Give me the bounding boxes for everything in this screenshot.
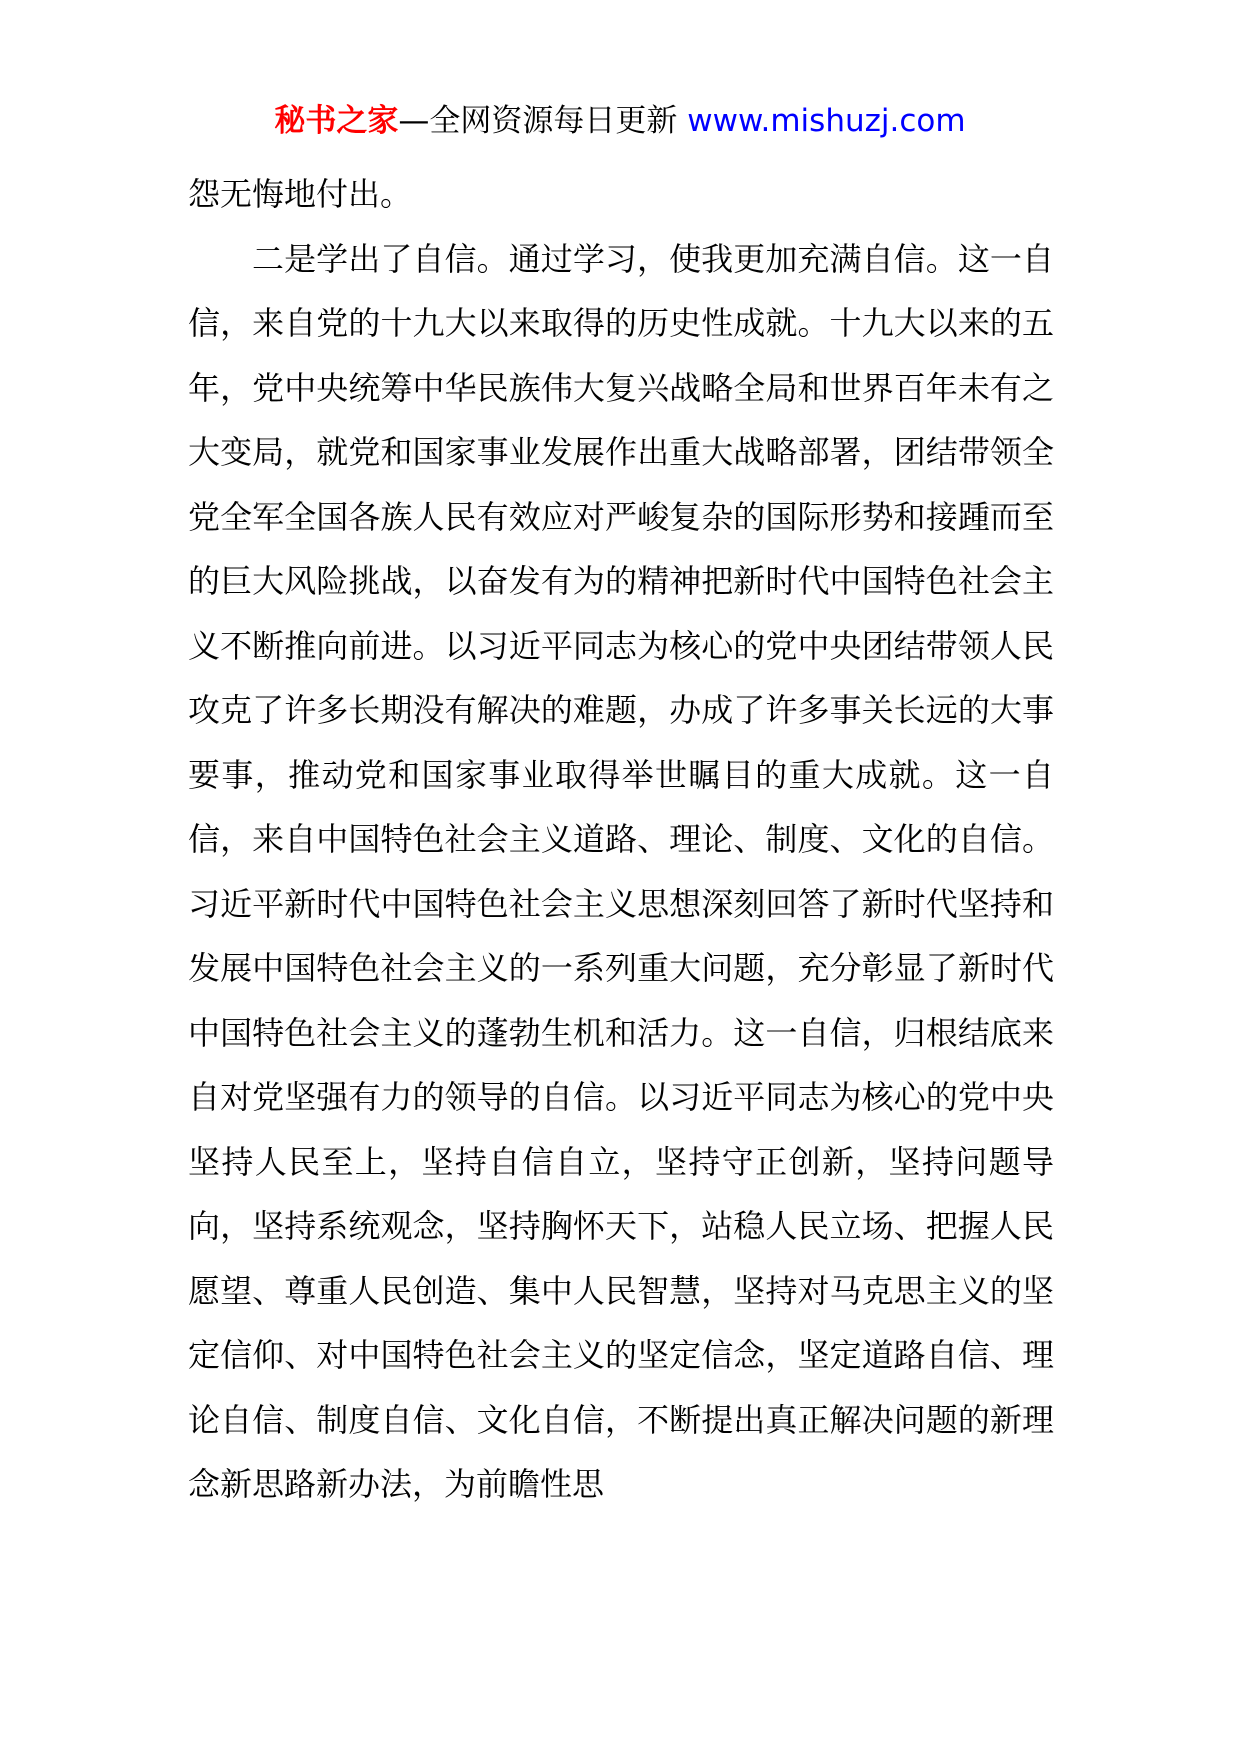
header-slogan: —全网资源每日更新 xyxy=(398,103,688,139)
page-header xyxy=(0,96,1240,146)
continuation-line: 怨无悔地付出。 xyxy=(188,175,413,213)
header-site-link[interactable]: www.mishuzj.com xyxy=(687,103,966,139)
header-brand: 秘书之家 xyxy=(274,103,399,139)
document-body xyxy=(188,162,1054,1517)
body-paragraph: 二是学出了自信。通过学习，使我更加充满自信。这一自信，来自党的十九大以来取得的历史性成就。十九大以来的五年，党中央统筹中华民族伟大复兴战略全局和世界百年未有之大变局，就党和国家事业发展作出重大战略部署，团结带领全党全军全国各族人民有效应对严峻复杂的国际形势和接踵而至的巨大风险挑战，以奋发有为的精神把新时代中国特色社会主义不断推向前进。以习近平同志为核心的党中央团结带领人民攻克了许多长期没有解决的难题，办成了许多事关长远的大事要事，推动党和国家事业取得举世瞩目的重大成就。这一自信，来自中国特色社会主义道路、理论、制度、文化的自信。习近平新时代中国特色社会主义思想深刻回答了新时代坚持和发展中国特色社会主义的一系列重大问题，充分彰显了新时代中国特色社会主义的蓬勃生机和活力。这一自信，归根结底来自对党坚强有力的领导的自信。以习近平同志为核心的党中央坚持人民至上，坚持自信自立，坚持守正创新，坚持问题导向，坚持系统观念，坚持胸怀天下，站稳人民立场、把握人民愿望、尊重人民创造、集中人民智慧，坚持对马克思主义的坚定信仰、对中国特色社会主义的坚定信念，坚定道路自信、理论自信、制度自信、文化自信，不断提出真正解决问题的新理念新思路新办法，为前瞻性思 xyxy=(188,239,1054,1503)
